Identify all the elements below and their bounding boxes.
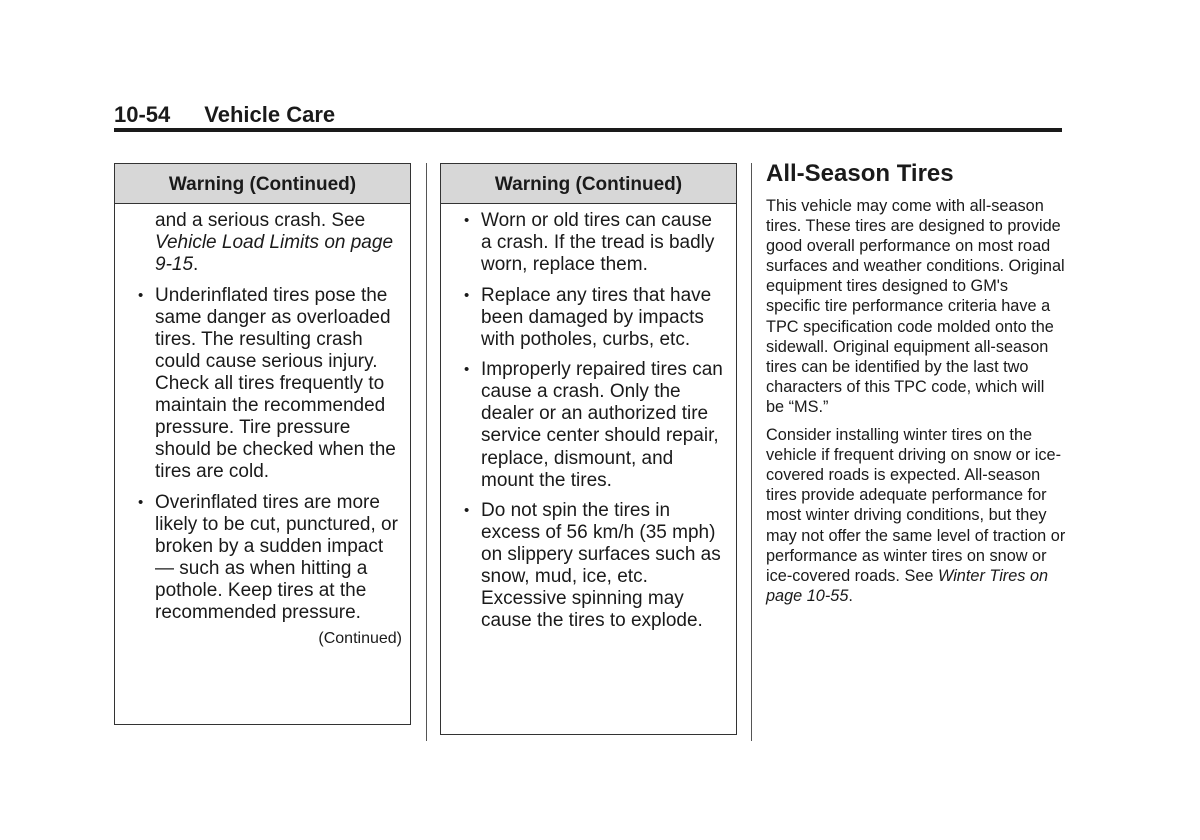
section-title: Vehicle Care	[204, 102, 336, 127]
warning-box-middle	[440, 163, 737, 735]
bullet-icon: •	[464, 502, 470, 520]
warning-list-item	[464, 359, 724, 492]
continued-label: (Continued)	[318, 630, 402, 648]
warning-list-item	[464, 500, 724, 633]
list-item-text: Replace any tires that have been damaged by impacts with potholes, curbs, etc.	[481, 284, 712, 350]
bullet-icon: •	[138, 493, 144, 511]
warning-list-item	[138, 284, 398, 484]
paragraph-suffix: .	[848, 586, 853, 605]
section-paragraph	[766, 425, 1066, 606]
list-item-text: Overinflated tires are more likely to be cut, punctured, or broken by a sudden impact — such as when hitting a pothole. Keep tires at the recommended pressure.	[155, 491, 398, 624]
warning-list-item	[464, 210, 724, 276]
list-item-text: Worn or old tires can cause a crash. If the tread is badly worn, replace them.	[481, 210, 715, 276]
bullet-icon: •	[464, 212, 470, 229]
column-divider	[751, 163, 752, 741]
column-divider	[426, 163, 427, 741]
all-season-section	[766, 160, 1066, 606]
bullet-icon: •	[464, 286, 470, 304]
cross-reference-link: Vehicle Load Limits on page 9-15	[155, 232, 394, 276]
bullet-icon: •	[138, 286, 144, 304]
section-paragraph: This vehicle may come with all-season tires. These tires are designed to provide good overall performance on most road surfaces and weather conditions. Original equipment tires designed to GM's specific tire performance criteria have a TPC specification code molded onto the sidewall. Original equipment all-season tires can be identified by the last two characters of this TPC code, which will be “MS.”	[766, 197, 1065, 416]
list-item-text: Underinflated tires pose the same danger as overloaded tires. The resulting crash could cause serious injury. Check all tires frequently to maintain the recommended pressure. Tire pressure should be checked when the tires are cold.	[155, 284, 396, 483]
lead-text: and a serious crash. See	[155, 210, 366, 231]
lead-suffix: .	[193, 254, 199, 276]
warning-list	[465, 210, 724, 633]
warning-lead-text	[139, 210, 398, 276]
warning-title: Warning (Continued)	[115, 164, 410, 204]
page-number: 10-54	[114, 102, 171, 127]
list-item-text: Improperly repaired tires can cause a crash. Only the dealer or an authorized tire service center should repair, replace, dismount, and mount the tires.	[481, 359, 723, 491]
warning-list-item	[464, 284, 724, 351]
bullet-icon: •	[464, 361, 470, 379]
warning-list	[139, 285, 398, 625]
header-rule	[114, 128, 1062, 132]
list-item-text: Do not spin the tires in excess of 56 km/h (35 mph) on slippery surfaces such as snow, mud, ice, etc. Excessive spinning may cause the tires to explode.	[481, 500, 721, 632]
paragraph-text: Consider installing winter tires on the vehicle if frequent driving on snow or ice-covered roads is expected. All-season tires provide adequate performance for most winter driving conditions, but they may not offer the same level of traction or performance as winter tires on snow or ice-covered roads. See	[766, 426, 1066, 585]
warning-body	[441, 204, 736, 633]
page-header	[114, 102, 335, 128]
warning-list-item	[138, 491, 398, 625]
warning-body	[115, 204, 410, 649]
warning-box-left	[114, 163, 411, 725]
warning-title: Warning (Continued)	[441, 164, 736, 204]
section-heading: All-Season Tires	[766, 160, 954, 187]
cross-reference-link: Winter Tires on page 10-55	[766, 566, 1049, 605]
